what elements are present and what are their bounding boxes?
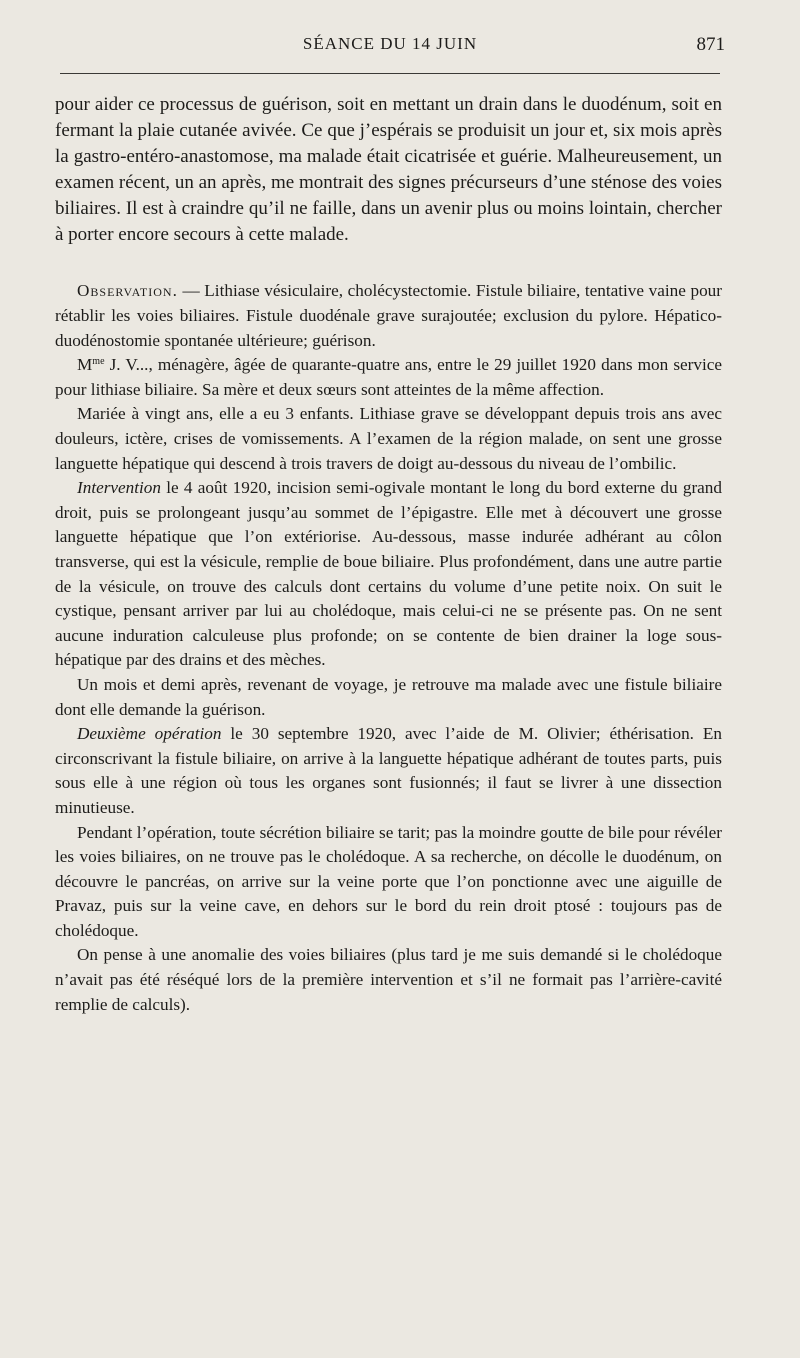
header-rule	[60, 73, 720, 74]
intro-paragraph: pour aider ce processus de guérison, soit en mettant un drain dans le duodénum, soit en fermant la plaie cutanée avivée. Ce que j’espérais se produisit un jour et, six mois après la gastro-entéro-anastomose, ma malade était cicatrisée et guérie. Malheureusement, un examen récent, un an après, me montrait des signes précurseurs d’une sténose des voies biliaires. Il est à craindre qu’il ne faille, dans un avenir plus ou moins lointain, chercher à porter encore secours à cette malade.	[55, 94, 722, 245]
anomaly-paragraph: On pense à une anomalie des voies biliaires (plus tard je me suis demandé si le cholédoque n’avait pas été réséqué lors de la première intervention et s’il ne formait pas l’arrière-cavité remplie de calculs).	[55, 945, 722, 1014]
patient-paragraph	[55, 353, 722, 402]
second-operation-label: Deuxième opération	[77, 724, 222, 744]
article-body	[55, 92, 722, 1017]
observation-summary	[55, 279, 722, 353]
observation-section	[55, 279, 722, 1017]
page-number: 871	[696, 34, 725, 55]
observation-label: Observation.	[77, 281, 178, 301]
running-header	[55, 34, 725, 62]
patient-text: J. V..., ménagère, âgée de quarante-quatre ans, entre le 29 juillet 1920 dans mon service pour lithiase biliaire. Sa mère et deux sœurs sont atteintes de la même affection.	[55, 355, 722, 399]
patient-prefix: M	[77, 355, 93, 375]
history-paragraph: Mariée à vingt ans, elle a eu 3 enfants. Lithiase grave se développant depuis trois ans avec douleurs, ictère, crises de vomissements. A l’examen de la région malade, on sent une grosse languette hépatique qui descend à trois travers de doigt au-dessous du niveau de l’ombilic.	[55, 404, 722, 473]
patient-sup: me	[92, 356, 105, 368]
second-operation-paragraph	[55, 722, 722, 820]
observation-summary-text: — Lithiase vésiculaire, cholécystectomie. Fistule biliaire, tentative vaine pour rétablir les voies biliaires. Fistule duodénale grave surajoutée; exclusion du pylore. Hépatico-duodénostomie spontanée ultérieure; guérison.	[55, 281, 722, 350]
month-later-paragraph: Un mois et demi après, revenant de voyage, je retrouve ma malade avec une fistule biliaire dont elle demande la guérison.	[55, 674, 722, 719]
intervention-paragraph	[55, 476, 722, 673]
intervention-text: le 4 août 1920, incision semi-ogivale montant le long du bord externe du grand droit, puis se prolongeant jusqu’au sommet de l’épigastre. Elle met à découvert une grosse languette hépatique que l’on extériorise. Au-dessous, masse indurée adhérant au côlon transverse, qui est la vésicule, remplie de boue biliaire. Plus profondément, dans une autre partie de la vésicule, on trouve des calculs dont certains du volume d’une petite noix. On suit le cystique, pensant arriver par lui au cholédoque, mais celui-ci ne se présente pas. On ne sent aucune induration calculeuse plus profonde; on se contente de bien drainer la loge sous-hépatique par des drains et des mèches.	[55, 478, 722, 670]
during-operation-paragraph: Pendant l’opération, toute sécrétion biliaire se tarit; pas la moindre goutte de bile pour révéler les voies biliaires, on ne trouve pas le cholédoque. A sa recherche, on décolle le duodénum, on découvre le pancréas, on arrive sur la veine porte que l’on ponctionne avec une aiguille de Pravaz, puis sur la veine cave, en dehors sur le bord du rein droit ptosé : toujours pas de cholédoque.	[55, 822, 722, 940]
intervention-label: Intervention	[77, 478, 161, 498]
second-operation-text: le 30 septembre 1920, avec l’aide de M. Olivier; éthérisation. En circonscrivant la fistule biliaire, on arrive à la languette hépatique adhérant de toutes parts, puis sous elle à une région où tous les organes sont fusionnés; il faut se livrer à une dissection minutieuse.	[55, 724, 722, 817]
session-title: SÉANCE DU 14 JUIN	[302, 34, 478, 53]
